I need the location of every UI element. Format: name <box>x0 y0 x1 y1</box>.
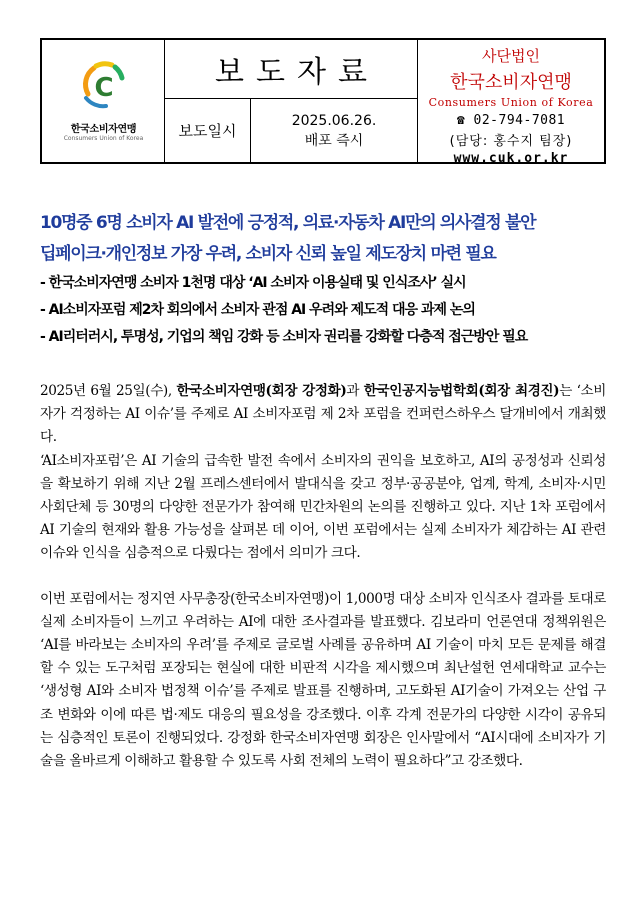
p1-text-2: 과 <box>346 383 364 399</box>
body-paragraph-3: 이번 포럼에서는 정지연 사무총장(한국소비자연맹)이 1,000명 대상 소비자 인식조사 결과를 토대로 실제 소비자들이 느끼고 우려하는 AI에 대한 조사결과를 발표했다. 김보라미 언론연대 정책위원은 ‘AI를 바라보는 소비자의 우려’를 주제로 글로벌 사례를 공유하며 AI 기술이 마치 모든 문제를 해결할 수 있는 도구처럼 포장되는 현실에 대한 비판적 시각을 제시했으며 최난설헌 연세대학교 교수는 ‘생성형 AI와 소비자 법정책 이슈’를 주제로 발표를 진행하며, 고도화된 AI기술이 가져오는 산업 구조 변화와 이에 따른 법·제도 대응의 필요성을 강조했다. 이후 각계 전문가의 다양한 시각이 공유되는 심층적인 토론이 진행되었다. 강정화 한국소비자연맹 회장은 인사말에서 “AI시대에 소비자가 기술을 올바르게 이해하고 활용할 수 있도록 사회 전체의 노력이 필요하다”고 강조했다. <box>40 590 606 770</box>
headline-line-2: 딥페이크·개인정보 가장 우려, 소비자 신뢰 높일 제도장치 마련 필요 <box>40 244 496 264</box>
date-label: 보도일시 <box>178 122 237 140</box>
date-cell <box>251 99 418 162</box>
subheading-3: - AI리터러시, 투명성, 기업의 책임 강화 등 소비자 권리를 강화할 다층적 접근방안 필요 <box>40 329 528 345</box>
paragraph-gap <box>40 566 606 588</box>
headline <box>40 208 610 270</box>
logo-name: 한국소비자연맹 <box>70 124 137 135</box>
organization-phone <box>418 113 604 128</box>
headline-line-1: 10명중 6명 소비자 AI 발전에 긍정적, 의료·자동차 AI만의 의사결정 불안 <box>40 213 536 233</box>
p1-organizer-1: 한국소비자연맹(회장 강정화) <box>176 383 347 399</box>
article-body <box>40 380 606 773</box>
press-release-header <box>40 38 606 164</box>
subheadings <box>40 270 610 351</box>
body-paragraph-1 <box>40 380 606 450</box>
page-title: 보도자료 <box>215 55 379 90</box>
logo-english-name: Consumers Union of Korea <box>63 135 144 142</box>
body-paragraph-2: ‘AI소비자포럼’은 AI 기술의 급속한 발전 속에서 소비자의 권익을 보호하고, AI의 공정성과 신뢰성을 확보하기 위해 지난 2월 프레스센터에서 발대식을 갖고 정부·공공분야, 업계, 학계, 소비자·시민사회단체 등 30명의 다양한 전문가가 참여해 민간차원의 논의를 진행하고 있다. 지난 1차 포럼에서 AI 기술의 현재와 활용 가능성을 살펴본 데 이어, 이번 포럼에서는 실제 소비자가 체감하는 AI 관련 이슈와 인식을 심층적으로 다뤘다는 점에서 의미가 크다. <box>40 452 606 562</box>
phone-number: 02-794-7081 <box>473 113 566 128</box>
telephone-icon: ☎ <box>456 113 474 128</box>
release-timing: 배포 즉시 <box>304 132 364 149</box>
title-cell <box>165 40 418 99</box>
organization-english-name: Consumers Union of Korea <box>428 96 594 109</box>
logo-cell <box>42 40 165 162</box>
contact-person: (담당: 홍수지 팀장) <box>449 134 573 149</box>
svg-text:C: C <box>93 73 114 103</box>
subheading-1: - 한국소비자연맹 소비자 1천명 대상 ‘AI 소비자 이용실태 및 인식조사’ 실시 <box>40 275 466 291</box>
subheading-2: - AI소비자포럼 제2차 회의에서 소비자 관점 AI 우려와 제도적 대응 과제 논의 <box>40 302 475 318</box>
release-date: 2025.06.26. <box>291 112 377 129</box>
organization-cell <box>418 40 604 166</box>
p1-organizer-2: 한국인공지능법학회(회장 최경진) <box>363 383 560 399</box>
p1-text-3: 는 ‘소비자가 걱정하는 AI 이슈’를 주제로 AI 소비자포럼 제 2차 포럼을 컨퍼런스하우스 달개비에서 개최했다. <box>40 383 606 446</box>
organization-name: 한국소비자연맹 <box>450 72 572 93</box>
cuk-logo-icon <box>76 56 132 112</box>
organization-prefix: 사단법인 <box>482 47 540 65</box>
p1-text-1: 2025년 6월 25일(수), <box>40 383 177 399</box>
organization-logo <box>42 56 165 142</box>
date-label-cell <box>165 99 251 162</box>
organization-website: www.cuk.or.kr <box>453 151 569 166</box>
